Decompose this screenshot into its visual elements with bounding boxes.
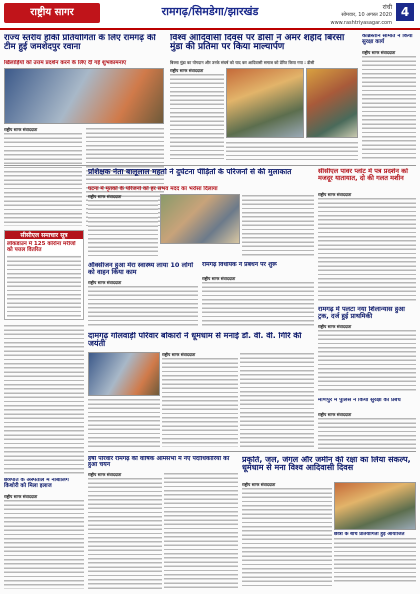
dateline-jungle: राष्ट्रीय सागर संवाददाता: [242, 482, 276, 487]
dateline-plant: राष्ट्रीय सागर संवाददाता: [318, 192, 352, 197]
headline-manipur: मणिपुर में पुलिस ने किया सुरक्षा का प्रबंध: [318, 398, 401, 403]
edition-city: रांची: [382, 4, 392, 11]
article-relief-col2: [242, 194, 314, 258]
article-manipur: [318, 412, 416, 452]
dateline-padayatra: राष्ट्रीय सागर संवाददाता: [88, 280, 122, 285]
box-ccl-news: [4, 230, 84, 320]
dateline-kabristan: राष्ट्रीय सागर संवाददाता: [362, 50, 396, 55]
article-vidhayak: [202, 276, 314, 328]
article-left-strip: [4, 324, 84, 474]
photo-birsa-munda-statue: [226, 68, 304, 138]
dateline-yojana: राष्ट्रीय सागर संवाददाता: [88, 472, 122, 477]
headline-truck: रामगढ़ में पलटा नया शिलान्यास हुआ ट्रक, दर्ज हुई प्राथमिकी: [318, 306, 405, 320]
headline-padayatra: ऑक्सीजन हुआ मेरा स्वास्थ्य लाया 10 लोगों को वाहन किया काम: [88, 262, 194, 276]
dateline-relief: राष्ट्रीय सागर संवाददाता: [88, 194, 122, 199]
page-number: 4: [396, 3, 414, 21]
photo-relief-meeting: [160, 194, 240, 244]
article-plant: [318, 192, 416, 302]
caption-adivasi: बिरसा मुंडा का योगदान और उनके संघर्ष को याद कर आदिवासी समाज को प्रेरित किया गया : डीसी: [170, 60, 315, 65]
headline-vidhayak: रामगढ़ विधायक ने प्रबंधन पर शुरू: [202, 262, 277, 268]
brand-logo: राष्ट्रीय सागर: [4, 3, 100, 23]
article-giri-col3: [88, 398, 160, 448]
sub-hockey: खिलाड़ियों को उत्तम प्रदर्शन करने के लिए दी गईं शुभकामनाएं: [4, 60, 127, 66]
article-giri-col1: [162, 352, 238, 448]
article-adivasi-col1: [170, 68, 224, 160]
box-ccl-sub: लॉकडाउन में 125 कोरोना मरीजों को पत्तल वितरित: [7, 241, 76, 254]
headline-students: छात्रों के बीच प्रतियोगिता हुई आयोजित: [334, 532, 405, 537]
sub-relief: घटना में मृतकों के परिजनों को हर संभव मदद का भरोसा दिलाया: [88, 186, 218, 192]
article-truck: [318, 324, 416, 394]
headline-adivasi: विश्व आदिवासी दिवस पर डीसी ने अमर शहीद बिरसा मुंडा की प्रतिमा पर किया माल्यार्पण: [170, 34, 345, 53]
article-hospital: [4, 494, 84, 590]
dateline-manipur: राष्ट्रीय सागर संवाददाता: [318, 412, 352, 417]
dateline-hockey: राष्ट्रीय सागर संवाददाता: [4, 127, 38, 132]
article-yojana-col2: [164, 472, 238, 590]
dateline-vidhayak: राष्ट्रीय सागर संवाददाता: [202, 276, 236, 281]
headline-hospital: छत्रपति के अस्पताल में नाबालिग किशोरी को मिला इलाज: [4, 478, 69, 489]
section-title: रामगढ़/सिमडेगा/झारखंड: [161, 5, 259, 18]
article-relief-col1: [88, 194, 158, 258]
article-yojana-col1: [88, 472, 162, 590]
headline-kabristan: कब्रिस्तान समिति ने किया सुरक्षा कार्य: [362, 34, 413, 45]
article-hockey-col1: [4, 127, 82, 227]
article-giri-col2: [240, 352, 314, 448]
photo-dc-garland: [306, 68, 358, 138]
divider-2: [88, 451, 416, 452]
masthead: [0, 0, 420, 30]
divider-1: [4, 165, 416, 166]
article-jungle-col1: [242, 482, 332, 590]
box-ccl-title: सीसीएल समाचार सूत्र: [5, 231, 83, 239]
dateline-truck: राष्ट्रीय सागर संवाददाता: [318, 324, 352, 329]
headline-giri: दामगढ़ गोलवाड़ी परिवार बोकारो ने धूमधाम से मनाई डॉ. वी. वी. गिरि की जयंती: [88, 332, 302, 349]
photo-hockey-team: [4, 68, 164, 124]
edition-date: सोमवार, 10 अगस्त 2020: [341, 12, 392, 18]
article-students: [334, 532, 416, 590]
headline-jungle: प्रकृति, जल, जंगल और जमीन की रक्षा का लिया संकल्प, धूमधाम से मना विश्व आदिवासी दिवस: [242, 456, 411, 473]
headline-hockey: राज्य स्तरीय हॉकी प्रतियोगिता के लिए रामगढ़ की टीम हुई जमशेदपुर रवाना: [4, 34, 156, 52]
headline-plant: सीसीएल पावर प्लांट में पत्र प्रदर्शन को मजदूर यातायात, दो की गलत मशीन: [318, 168, 408, 182]
article-padayatra: [88, 280, 198, 328]
article-adivasi-col2: [226, 141, 358, 160]
dateline-hospital: राष्ट्रीय सागर संवाददाता: [4, 494, 38, 499]
website: www.rashtriyasagar.com: [330, 20, 392, 26]
dateline-giri: राष्ट्रीय सागर संवाददाता: [162, 352, 196, 357]
headline-yojana: हर्षी परिवार रामगढ़ की वार्षिक आमसभा में नए पदाधिकारियों का हुआ चयन: [88, 456, 230, 469]
dateline-adivasi: राष्ट्रीय सागर संवाददाता: [170, 68, 204, 73]
photo-giri-event: [88, 352, 160, 396]
photo-adivasi-celebration: [334, 482, 416, 530]
headline-relief: प्रशिक्षक नेता बालूलाल महतो ने दुर्घटना पीड़ितों के परिजनों से की मुलाकात: [88, 168, 292, 176]
article-kabristan: [362, 50, 416, 162]
